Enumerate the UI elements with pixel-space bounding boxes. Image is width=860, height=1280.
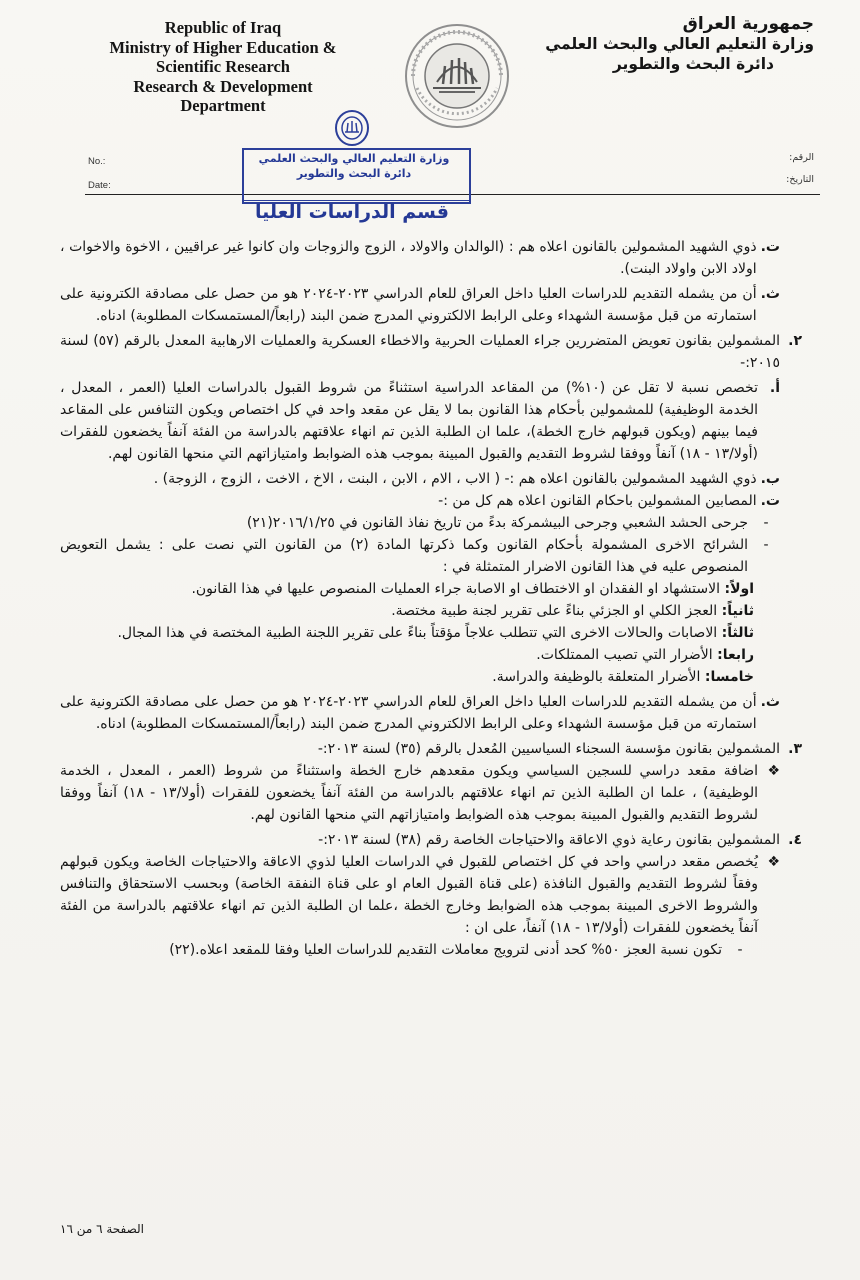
harm-label: ثالثاً:	[721, 625, 754, 641]
header-arabic	[524, 14, 814, 74]
dash-text: الشرائح الاخرى المشمولة بأحكام القانون وكما ذكرتها المادة (٢) من القانون التي نصت على : يشمل التعويض المنصوص عليه في هذا القانون الاضرار المتمثلة في :	[60, 537, 748, 575]
bullet-text: اضافة مقعد دراسي للسجين السياسي ويكون مقعدهم خارج الخطة واستثناءً من شروط (العمر ، المعدل ، الخدمة الوظيفية) ، علما ان الطلبة الذين تم انهاء علاقتهم بالدراسة من الفئة آنفاً يخضعون للفقرات (أولا/١٣ - ١٨) آنفاً ووفقا لشروط التقديم والقبول المبينة بموجب هذه الضوابط وامتيازاتهم التي منحها القانون لهم.	[60, 763, 759, 823]
section-text: المشمولين بقانون رعاية ذوي الاعاقة والاحتياجات الخاصة رقم (٣٨) لسنة ٢٠١٣:-	[318, 832, 780, 848]
clause-text: أن من يشمله التقديم للدراسات العليا داخل العراق للعام الدراسي ٢٠٢٣-٢٠٢٤ هو من حصل على مصادقة الكترونية على استمارته من قبل مؤسسة الشهداء وعلى الرابط الالكتروني المدرج ضمن البند (رابعاً/المستمسكات المطلوبة) ادناه.	[60, 694, 757, 732]
section-3	[60, 738, 802, 760]
harm-label: خامسا:	[704, 669, 754, 685]
harm-text: الاصابات والحالات الاخرى التي تتطلب علاجاً مؤقتاً بناءً على تقرير اللجنة الطبية المختصة في هذا المجال.	[117, 625, 718, 641]
stamp-text	[244, 151, 464, 181]
clause-marker: ب.	[760, 471, 780, 487]
page-number: الصفحة ٦ من ١٦	[60, 1222, 145, 1236]
header-ar-line-1: جمهورية العراق	[682, 14, 814, 34]
section-number: ٤.	[788, 832, 802, 848]
clause-text: المصابين المشمولين باحكام القانون اعلاه هم كل من :-	[438, 493, 757, 509]
date-label-en: Date:	[88, 180, 111, 191]
harm-5	[60, 666, 754, 688]
clause-text: تخصص نسبة لا تقل عن (١٠%) من المقاعد الدراسية استثناءً من شروط القبول بالدراسات العليا (العمر ، المعدل ، الخدمة الوظيفية) للمشمولين بأحكام هذا القانون بما لا يقل عن مقعد واحد في كل اختصاص ويكون التنافس على المقاعد فيما بينهم (ويكون قبولهم خارج الخطة)، علما ان الطلبة الذين تم انهاء علاقتهم بالدراسة من الفئة آنفاً يخضعون للفقرات (أولا/١٣ - ١٨) آنفاً ووفقا لشروط التقديم والقبول المبينة بموجب هذه الضوابط وامتيازاتهم التي منحها القانون لهم.	[60, 380, 758, 462]
clause-1-tha	[60, 283, 780, 327]
harm-text: الأضرار المتعلقة بالوظيفة والدراسة.	[492, 669, 701, 685]
header-en-line-4: Research & Development	[133, 76, 313, 96]
harm-3	[60, 622, 754, 644]
dash-text: تكون نسبة العجز ٥٠% كحد أدنى لترويج معاملات التقديم للدراسات العليا وفقا للمقعد اعلاه.(٢٢)	[169, 942, 722, 958]
dash-item-1	[60, 512, 780, 534]
section-number: ٣.	[788, 741, 802, 757]
harm-4	[60, 644, 754, 666]
clause-text: أن من يشمله التقديم للدراسات العليا داخل العراق للعام الدراسي ٢٠٢٣-٢٠٢٤ هو من حصل على مصادقة الكترونية على استمارته من قبل مؤسسة الشهداء وعلى الرابط الالكتروني المدرج ضمن البند (رابعاً/المستمسكات المطلوبة) ادناه.	[60, 286, 757, 324]
department-stamp	[232, 108, 472, 228]
harm-label: ثانياً:	[721, 603, 754, 619]
clause-2-tha	[60, 691, 780, 735]
bullet-text: يُخصص مقعد دراسي واحد في كل اختصاص للقبول في الدراسات العليا لذوي الاعاقة والاحتياجات الخاصة ويكون قبولهم وفقاً لشروط التقديم والقبول النافذة (على قناة القبول العام او على قناة النفقة الخاصة) وبحسب الاستحقاق والتنافس والشروط الاخرى المبينة بموجب هذه الضوابط وخارج الخطة ،علما ان الطلبة الذين تم انهاء علاقتهم بالدراسة من الفئة آنفاً يخضعون للفقرات (أولا/١٣ - ١٨) آنفاً، على ان :	[60, 854, 758, 936]
header-ar-line-2: وزارة التعليم العالي والبحث العلمي	[545, 35, 814, 53]
stamp-emblem-icon	[330, 108, 374, 148]
header-ar-line-3: دائرة البحث والتطوير	[612, 55, 774, 73]
diamond-bullet-icon: ❖	[767, 854, 780, 870]
dash-marker: -	[763, 537, 769, 553]
clause-text: ذوي الشهيد المشمولين بالقانون اعلاه هم :- ( الاب ، الام ، الابن ، البنت ، الاخ ، الاخت ، الزوج ، الزوجة) .	[153, 471, 757, 487]
header-en-line-3: Scientific Research	[156, 57, 290, 76]
harm-text: العجز الكلي او الجزئي بناءً على تقرير لجنة طبية مختصة.	[391, 603, 718, 619]
stamp-ministry-name: وزارة التعليم العالي والبحث العلمي	[258, 152, 450, 165]
dash-item-2	[60, 534, 780, 578]
clause-2-ta	[60, 490, 780, 512]
harm-2	[60, 600, 754, 622]
section-4-dash	[60, 939, 754, 961]
harm-text: الاستشهاد او الفقدان او الاختطاف او الاصابة جراء العمليات المنصوص عليها في هذا القانون.	[191, 581, 721, 597]
section-number: ٢.	[788, 333, 802, 349]
clause-text: ذوي الشهيد المشمولين بالقانون اعلاه هم : (الوالدان والاولاد ، الزوج والزوجات وان كانوا غير عراقيين ، الاخوة والاخوات ، اولاد الابن واولاد البنت).	[60, 239, 757, 277]
section-text: المشمولين بقانون مؤسسة السجناء السياسيين المُعدل بالرقم (٣٥) لسنة ٢٠١٣:-	[317, 741, 780, 757]
number-label-ar: الرقم:	[789, 152, 814, 163]
harm-label: اولاً:	[724, 581, 754, 597]
clause-marker: ث.	[760, 694, 780, 710]
harm-text: الأضرار التي تصيب الممتلكات.	[536, 647, 713, 663]
diamond-bullet-icon: ❖	[767, 763, 780, 779]
section-3-bullet	[60, 760, 780, 826]
header-en-line-5: Department	[180, 96, 266, 115]
header-en-line-1: Republic of Iraq	[164, 18, 282, 37]
document-body	[60, 236, 802, 961]
date-label-ar: التاريخ:	[786, 174, 814, 185]
clause-marker: ت.	[760, 239, 780, 255]
harm-1	[60, 578, 754, 600]
harm-label: رابعا:	[717, 647, 754, 663]
number-label-en: No.:	[88, 156, 106, 167]
clause-marker: أ.	[769, 380, 780, 396]
section-4-bullet	[60, 851, 780, 939]
clause-2-b	[60, 468, 780, 490]
dash-marker: -	[737, 942, 743, 958]
section-2	[60, 330, 802, 374]
clause-marker: ث.	[760, 286, 780, 302]
dash-marker: -	[763, 515, 769, 531]
section-4	[60, 829, 802, 851]
clause-marker: ت.	[760, 493, 780, 509]
header-en-line-2: Ministry of Higher Education &	[109, 37, 337, 57]
stamp-department-name: قسم الدراسات العليا	[255, 201, 449, 223]
section-text: المشمولين بقانون تعويض المتضررين جراء العمليات الحربية والاخطاء العسكرية والعمليات الارهابية المعدل بالرقم (٥٧) لسنة ٢٠١٥:-	[60, 333, 780, 371]
header-english	[88, 18, 358, 116]
dash-text: جرحى الحشد الشعبي وجرحى البيشمركة بدءً من تاريخ نفاذ القانون في ٢٠١٦/١/٢٥(٢١)	[246, 515, 748, 531]
clause-2-a	[60, 377, 780, 465]
stamp-directorate-name: دائرة البحث والتطوير	[296, 167, 412, 180]
clause-1-ta	[60, 236, 780, 280]
